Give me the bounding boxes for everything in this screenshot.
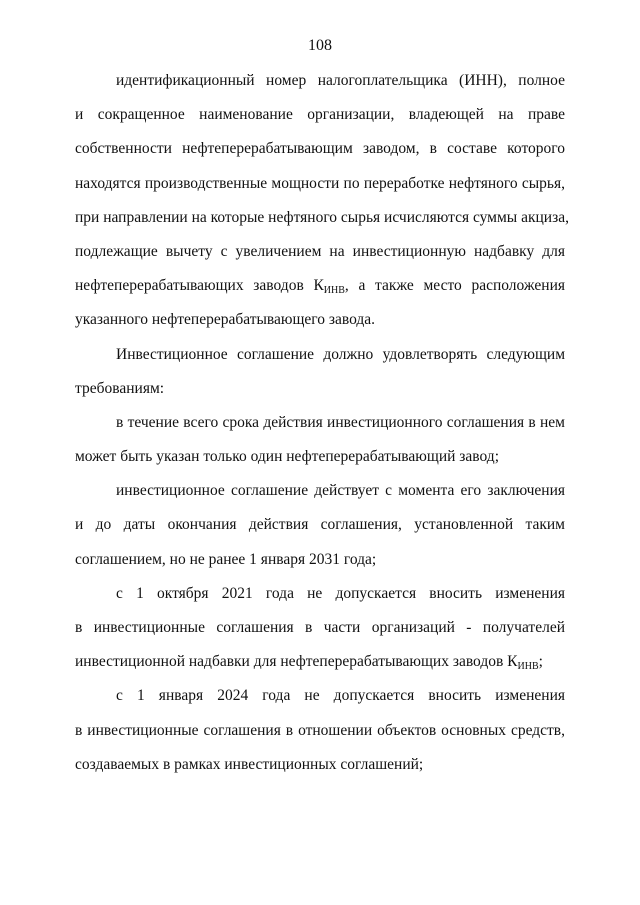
text-line: Инвестиционное соглашение должно удовлетворять следующим bbox=[116, 345, 565, 363]
text-line: может быть указан только один нефтеперерабатывающий завод; bbox=[75, 448, 499, 466]
subscript: ИНВ bbox=[517, 661, 539, 673]
text-line: с 1 октября 2021 года не допускается вносить изменения bbox=[116, 584, 565, 602]
text-line: собственности нефтеперерабатывающим заводом, в составе которого bbox=[75, 140, 565, 158]
page-number: 108 bbox=[308, 37, 332, 54]
subscript: ИНВ bbox=[323, 285, 345, 297]
text-line: инвестиционное соглашение действует с момента его заключения bbox=[116, 482, 565, 500]
text-line: в инвестиционные соглашения в отношении объектов основных средств, bbox=[75, 721, 565, 739]
text-line-with-subscript bbox=[75, 645, 565, 679]
text-line: и до даты окончания действия соглашения, установленной таким bbox=[75, 516, 565, 534]
text-fragment: инвестиционной надбавки для нефтеперерабатывающих заводов К bbox=[75, 653, 518, 671]
text-line: указанного нефтеперерабатывающего завода. bbox=[75, 311, 376, 329]
text-line: находятся производственные мощности по переработке нефтяного сырья, bbox=[75, 174, 565, 192]
text-line: при направлении на которые нефтяного сырья исчисляются суммы акциза, bbox=[75, 208, 569, 226]
text-line: в инвестиционные соглашения в части организаций - получателей bbox=[75, 619, 565, 636]
text-fragment: , а также место расположения bbox=[344, 277, 565, 295]
text-line-with-subscript bbox=[75, 269, 565, 303]
text-line: требованиям: bbox=[75, 379, 165, 397]
text-line: подлежащие вычету с увеличением на инвестиционную надбавку для bbox=[75, 242, 565, 260]
text-line: и сокращенное наименование организации, владеющей на праве bbox=[75, 106, 565, 124]
body-text bbox=[75, 64, 569, 782]
text-line: соглашением, но не ранее 1 января 2031 года; bbox=[75, 550, 377, 568]
text-fragment: нефтеперерабатывающих заводов К bbox=[75, 277, 324, 295]
text-line: в течение всего срока действия инвестиционного соглашения в нем bbox=[116, 413, 565, 431]
text-line: создаваемых в рамках инвестиционных соглашений; bbox=[75, 755, 424, 773]
text-line: идентификационный номер налогоплательщика (ИНН), полное bbox=[116, 72, 565, 89]
text-line: с 1 января 2024 года не допускается вносить изменения bbox=[116, 687, 565, 705]
text-fragment: ; bbox=[538, 653, 543, 671]
